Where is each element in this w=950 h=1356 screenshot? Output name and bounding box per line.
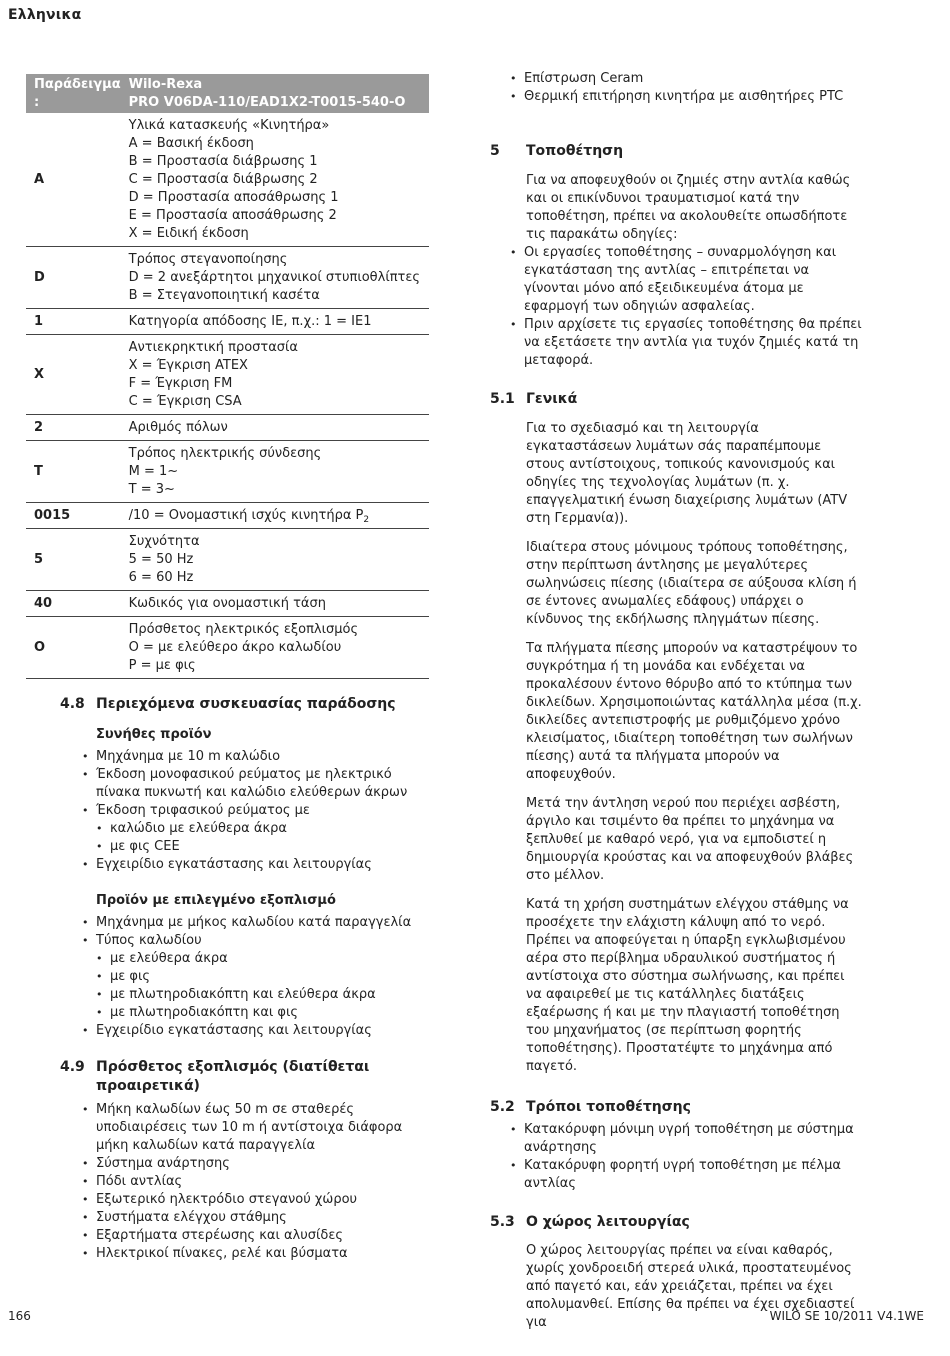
section-number: 5.2 — [490, 1099, 515, 1115]
optional-product-heading: Προϊόν με επιλεγμένο εξοπλισμό — [96, 893, 336, 908]
section-title: Περιεχόμενα συσκευασίας παράδοσης — [96, 696, 396, 712]
type-key-code: D — [26, 247, 121, 309]
table-row — [26, 415, 429, 441]
installation-notes-list — [510, 244, 862, 370]
section-title: Γενικά — [526, 391, 578, 407]
section-4-9-heading — [26, 1058, 430, 1096]
operating-area-paragraph: Ο χώρος λειτουργίας πρέπει να είναι καθαρός, χωρίς χονδροειδή στερεά υλικά, προστατευμένος από παγετό και, εάν χρειάζεται, πρέπει να έχει απολυμανθεί. Επίσης θα πρέπει να έχει σχεδιαστεί για — [526, 1243, 855, 1330]
list-item: • Σύστημα ανάρτησης — [82, 1155, 430, 1173]
list-item — [82, 914, 430, 932]
sub-list-item: • καλώδιο με ελεύθερα άκρα — [96, 820, 430, 838]
list-item-text: Έκδοση μονοφασικού ρεύματος με ηλεκτρικό πίνακα πυκνωτή και καλώδιο ελεύθερων άκρων — [96, 767, 408, 800]
description-line: /10 = Ονομαστική ισχύς κινητήρα $P_2$ — [128, 508, 370, 525]
sub-list-item: • με πλωτηροδιακόπτη και ελεύθερα άκρα — [96, 986, 430, 1004]
installation-intro-paragraph: Για να αποφευχθούν οι ζημιές στην αντλία καθώς και οι επικίνδυνοι τραυματισμοί κατά την τοποθέτηση, πρέπει να ακολουθείτε οπωσδήποτε τις παρακάτω οδηγίες: — [526, 173, 851, 242]
description-line: 5 = 50 Hz — [128, 552, 194, 567]
description-line: D = Προστασία αποσάθρωσης 1 — [128, 190, 339, 205]
type-key-code: X — [26, 335, 121, 415]
type-key-code: 5 — [26, 529, 121, 591]
general-paragraph: Κατά τη χρήση συστημάτων ελέγχου στάθμης να προσέχετε την ελάχιστη κάλυψη από το νερό. Πρέπει να αποφεύγεται η ύπαρξη εγκλωβισμένου αέρα στο περίβλημα υδραυλικού συστήματος ή αντίστοιχα στο σύστημα σωλήνωσης, και πρέπει να αφαιρεθεί με τις κατάλληλες διατάξεις εξαέρωσης ή και με την πλαγιαστή τοποθέτηση του μηχανήματος (σε περίπτωση φορητής τοποθέτησης). Προστατέψτε το μηχάνημα από παγετό. — [526, 897, 849, 1074]
list-item: • Πριν αρχίσετε τις εργασίες τοποθέτησης θα πρέπει να εξετάσετε την αντλία για τυχόν ζημιές κατά τη μεταφορά. — [510, 316, 862, 370]
type-key-description — [121, 309, 429, 335]
list-item: • Ηλεκτρικοί πίνακες, ρελέ και βύσματα — [82, 1245, 430, 1263]
table-row — [26, 617, 429, 679]
section-number: 5 — [490, 143, 500, 159]
section-number: 4.8 — [60, 696, 85, 712]
list-item — [82, 802, 430, 856]
section-title: Πρόσθετος εξοπλισμός (διατίθεται προαιρετικά) — [96, 1059, 370, 1094]
description-line: F = Έγκριση FM — [128, 376, 233, 391]
general-paragraph: Τα πλήγματα πίεσης μπορούν να καταστρέψουν το συγκρότημα ή τη μονάδα και ενδέχεται να προκαλέσουν έντονο θόρυβο από το κτύπημα των δικλείδων. Χρησιμοποιώντας κατάλληλα μέσα (π.χ. δικλείδες αντεπιστροφής με ρυθμιζόμενο χρόνο κλεισίματος, ιδιαίτερη τοποθέτηση των σωλήνων πίεσης) αυτά τα πλήγματα μπορούν να αποφευχθούν. — [526, 641, 862, 782]
list-item — [82, 1022, 430, 1040]
table-row — [26, 591, 429, 617]
list-item — [82, 748, 430, 766]
list-item — [82, 932, 430, 1022]
general-paragraph: Ιδιαίτερα στους μόνιμους τρόπους τοποθέτησης, στην περίπτωση άντλησης με μεγαλύτερες σωληνώσεις πίεσης (ιδιαίτερα σε αύξουσα κλίση ή σε έντονες ανωμαλίες εδάφους) υπάρχει ο κίνδυνος της εκδήλωσης πληγμάτων πίεσης. — [526, 540, 857, 627]
table-row — [26, 113, 429, 247]
list-item: • Επίστρωση Ceram — [510, 70, 862, 88]
list-item-text: Εγχειρίδιο εγκατάστασης και λειτουργίας — [96, 1023, 372, 1038]
section-4-8-heading — [26, 695, 430, 714]
header-value-cell — [121, 74, 429, 113]
list-item — [82, 856, 430, 874]
type-key-code: 0015 — [26, 503, 121, 529]
list-item: • Μήκη καλωδίων έως 50 m σε σταθερές υποδιαιρέσεις των 10 m ή αντίστοιχα διάφορα μήκη καλωδίων κατά παραγγελία — [82, 1101, 430, 1155]
description-line: T = 3~ — [128, 482, 175, 497]
description-line: Πρόσθετος ηλεκτρικός εξοπλισμός — [128, 622, 359, 637]
sub-list-item: • με πλωτηροδιακόπτη και φις — [96, 1004, 430, 1022]
type-key-code: T — [26, 441, 121, 503]
language-label: Ελληνικα — [8, 7, 82, 23]
sub-list — [96, 950, 430, 1022]
list-item: • Θερμική επιτήρηση κινητήρα με αισθητήρες PTC — [510, 88, 862, 106]
accessories-list — [82, 1101, 430, 1263]
type-key-description — [121, 529, 429, 591]
type-key-description — [121, 503, 429, 529]
description-line: M = 1~ — [128, 464, 179, 479]
description-line: O = με ελεύθερο άκρο καλωδίου — [128, 640, 342, 655]
type-key-code: A — [26, 113, 121, 247]
optional-product-list — [82, 914, 430, 1040]
table-row — [26, 309, 429, 335]
section-5-heading — [490, 142, 862, 161]
section-5-2-heading — [490, 1098, 862, 1117]
description-line: P = με φις — [128, 658, 196, 673]
type-key-code: O — [26, 617, 121, 679]
description-line: Υλικά κατασκευής «Κινητήρα» — [128, 118, 330, 133]
description-line: C = Έγκριση CSA — [128, 394, 242, 409]
table-row — [26, 503, 429, 529]
type-key-description — [121, 415, 429, 441]
description-line: Κατηγορία απόδοσης IE, π.χ.: 1 = IE1 — [128, 314, 372, 329]
table-row — [26, 335, 429, 415]
list-item: • Κατακόρυφη φορητή υγρή τοποθέτηση με πέλμα αντλίας — [510, 1157, 862, 1193]
list-item: • Συστήματα ελέγχου στάθμης — [82, 1209, 430, 1227]
type-key-description — [121, 591, 429, 617]
table-header-row — [26, 74, 429, 113]
section-number: 5.3 — [490, 1214, 515, 1230]
description-line: Τρόπος ηλεκτρικής σύνδεσης — [128, 446, 322, 461]
section-title: Ο χώρος λειτουργίας — [526, 1214, 690, 1230]
type-key-description — [121, 113, 429, 247]
description-line: B = Προστασία διάβρωσης 1 — [128, 154, 318, 169]
type-key-code: 2 — [26, 415, 121, 441]
section-number: 4.9 — [60, 1059, 85, 1075]
list-item: • Εξαρτήματα στερέωσης και αλυσίδες — [82, 1227, 430, 1245]
general-paragraphs — [490, 420, 862, 1076]
type-key-description — [121, 247, 429, 309]
type-key-table — [26, 74, 429, 679]
description-line: C = Προστασία διάβρωσης 2 — [128, 172, 318, 187]
standard-product-list — [82, 748, 430, 874]
left-column — [26, 74, 430, 1263]
header-product-line2: PRO V06DA-110/EAD1X2-T0015-540-O — [128, 95, 406, 110]
type-key-code: 1 — [26, 309, 121, 335]
table-row — [26, 529, 429, 591]
list-item: • Οι εργασίες τοποθέτησης – συναρμολόγηση και εγκατάσταση της αντλίας – επιτρέπεται να γίνονται μόνο από εξειδικευμένα άτομα με εφαρμογή των οδηγιών ασφαλείας. — [510, 244, 862, 316]
list-item-text: Τύπος καλωδίου — [96, 933, 202, 948]
description-line: B = Στεγανοποιητική κασέτα — [128, 288, 320, 303]
section-number: 5.1 — [490, 391, 515, 407]
type-key-code: 40 — [26, 591, 121, 617]
header-product-line1: Wilo-Rexa — [128, 77, 203, 92]
description-line: Αριθμός πόλων — [128, 420, 228, 435]
standard-product-heading: Συνήθες προϊόν — [96, 727, 212, 742]
sub-list — [96, 820, 430, 856]
sub-list-item: • με φις CEE — [96, 838, 430, 856]
page-number: 166 — [8, 1309, 31, 1323]
section-5-3-heading — [490, 1213, 862, 1232]
general-paragraph: Για το σχεδιασμό και τη λειτουργία εγκαταστάσεων λυμάτων σάς παραπέμπουμε στους αντίστοιχους, τοπικούς κανονισμούς και οδηγίες της τεχνολογίας λυμάτων (π. χ. επαγγελματική ένωση διαχείρισης λυμάτων (ATV στη Γερμανία)). — [526, 421, 848, 526]
description-line: X = Ειδική έκδοση — [128, 226, 249, 241]
list-item-text: Έκδοση τριφασικού ρεύματος με — [96, 803, 310, 818]
description-line: 6 = 60 Hz — [128, 570, 194, 585]
options-continued-list — [510, 70, 862, 106]
list-item-text: Μηχάνημα με 10 m καλώδιο — [96, 749, 281, 764]
table-row — [26, 441, 429, 503]
type-key-description — [121, 617, 429, 679]
description-line: X = Έγκριση ATEX — [128, 358, 248, 373]
document-reference: WILO SE 10/2011 V4.1WE — [769, 1309, 924, 1323]
right-column — [490, 70, 862, 1332]
subscript: 2 — [363, 515, 370, 525]
description-line: Συχνότητα — [128, 534, 200, 549]
header-key-cell: Παράδειγμα : — [26, 74, 121, 113]
general-paragraph: Μετά την άντληση νερού που περιέχει ασβέστη, άργιλο και τσιμέντο θα πρέπει το μηχάνημα να ξεπλυθεί με καθαρό νερό, για να εμποδιστεί η δημιουργία κρούστας και να αποφευχθούν βλάβες στο μέλλον. — [526, 796, 854, 883]
table-row — [26, 247, 429, 309]
description-line: D = 2 ανεξάρτητοι μηχανικοί στυπιοθλίπτες — [128, 270, 421, 285]
section-5-1-heading — [490, 390, 862, 409]
sub-list-item: • με ελεύθερα άκρα — [96, 950, 430, 968]
installation-types-list — [510, 1121, 862, 1193]
list-item-text: Μηχάνημα με μήκος καλωδίου κατά παραγγελία — [96, 915, 412, 930]
sub-list-item: • με φις — [96, 968, 430, 986]
description-line: E = Προστασία αποσάθρωσης 2 — [128, 208, 337, 223]
section-title: Τοποθέτηση — [526, 143, 624, 159]
list-item — [82, 766, 430, 802]
list-item: • Πόδι αντλίας — [82, 1173, 430, 1191]
description-line: A = Βασική έκδοση — [128, 136, 254, 151]
section-title: Τρόποι τοποθέτησης — [526, 1099, 691, 1115]
description-line: Αντιεκρηκτική προστασία — [128, 340, 298, 355]
list-item: • Εξωτερικό ηλεκτρόδιο στεγανού χώρου — [82, 1191, 430, 1209]
list-item: • Κατακόρυφη μόνιμη υγρή τοποθέτηση με σύστημα ανάρτησης — [510, 1121, 862, 1157]
type-key-description — [121, 335, 429, 415]
type-key-description — [121, 441, 429, 503]
list-item-text: Εγχειρίδιο εγκατάστασης και λειτουργίας — [96, 857, 372, 872]
description-line: Τρόπος στεγανοποίησης — [128, 252, 288, 267]
description-line: Κωδικός για ονομαστική τάση — [128, 596, 326, 611]
